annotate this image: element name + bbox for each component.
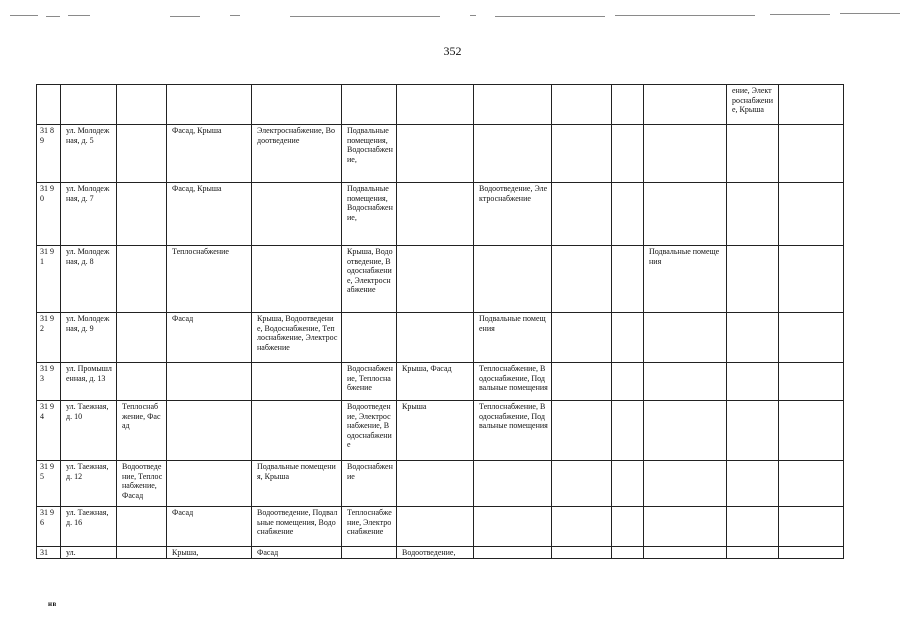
table-cell <box>552 401 612 461</box>
table-cell: Теплоснабжение, Фасад <box>117 401 167 461</box>
table-cell <box>397 125 474 183</box>
table-cell <box>474 547 552 559</box>
table-cell <box>779 85 844 125</box>
table-cell <box>474 461 552 507</box>
table-cell <box>552 246 612 313</box>
table-cell: Теплоснабжение, Электроснабжение <box>342 507 397 547</box>
table-cell <box>727 507 779 547</box>
table-row <box>37 507 844 547</box>
table-cell <box>252 363 342 401</box>
table-row <box>37 313 844 363</box>
address-cell: ул. <box>61 547 117 559</box>
table-cell <box>727 547 779 559</box>
table-cell <box>252 85 342 125</box>
table-cell: Водоотведение, Электроснабжение, Водоснабжение <box>342 401 397 461</box>
table-cell <box>612 125 644 183</box>
table-cell <box>644 85 727 125</box>
table-cell: Водоснабжение, Теплоснабжение <box>342 363 397 401</box>
table-cell <box>117 547 167 559</box>
table-cell <box>644 313 727 363</box>
table-cell <box>552 363 612 401</box>
table-cell <box>117 507 167 547</box>
table-cell <box>397 461 474 507</box>
page-number: 352 <box>443 44 462 58</box>
table-cell <box>397 507 474 547</box>
table-cell: ение, Электроснабжение, Крыша <box>727 85 779 125</box>
table-cell <box>474 246 552 313</box>
table-cell <box>474 85 552 125</box>
table-cell <box>644 183 727 246</box>
table-cell <box>727 183 779 246</box>
table-cell <box>167 85 252 125</box>
table-cell <box>117 85 167 125</box>
table-cell <box>552 125 612 183</box>
table-cell <box>474 507 552 547</box>
row-number-cell: 31 <box>37 547 61 559</box>
table-cell <box>552 507 612 547</box>
table-cell <box>552 547 612 559</box>
table-cell: Фасад <box>252 547 342 559</box>
table-cell <box>727 313 779 363</box>
table-cell: Крыша, Фасад <box>397 363 474 401</box>
table-cell <box>779 246 844 313</box>
table-cell <box>117 313 167 363</box>
table-cell: Крыша, <box>167 547 252 559</box>
table-cell <box>727 125 779 183</box>
table-cell <box>612 85 644 125</box>
table-cell: Фасад, Крыша <box>167 125 252 183</box>
table-cell <box>644 363 727 401</box>
row-number-cell: 31 92 <box>37 313 61 363</box>
table-cell <box>252 401 342 461</box>
table-cell <box>644 401 727 461</box>
table-cell: Подвальные помещения, Водоснабжение, <box>342 183 397 246</box>
table-cell <box>117 363 167 401</box>
table-cell: Подвальные помещения <box>474 313 552 363</box>
table-cell <box>644 125 727 183</box>
row-number-cell: 31 96 <box>37 507 61 547</box>
table-cell: Водоотведение, Теплоснабжение, Фасад <box>117 461 167 507</box>
table-cell: Фасад <box>167 313 252 363</box>
table-cell: Фасад <box>167 507 252 547</box>
table-cell <box>727 461 779 507</box>
table-cell: Электроснабжение, Водоотведение <box>252 125 342 183</box>
table-cell <box>252 246 342 313</box>
table-cell <box>342 313 397 363</box>
table-cell: Крыша, Водоотведение, Водоснабжение, Электроснабжение <box>342 246 397 313</box>
table-cell <box>779 547 844 559</box>
table-cell <box>727 246 779 313</box>
table-cell <box>397 85 474 125</box>
address-cell: ул. Таежная, д. 12 <box>61 461 117 507</box>
table-cell <box>779 461 844 507</box>
document-table <box>36 84 844 559</box>
table-cell <box>397 183 474 246</box>
table-row <box>37 401 844 461</box>
table-cell <box>612 401 644 461</box>
table-cell <box>779 125 844 183</box>
address-cell <box>61 85 117 125</box>
table-cell <box>779 313 844 363</box>
table-cell: Теплоснабжение, Водоснабжение, Подвальные помещения <box>474 401 552 461</box>
table-cell: Теплоснабжение <box>167 246 252 313</box>
table-cell <box>117 183 167 246</box>
table-row <box>37 246 844 313</box>
table-cell <box>167 461 252 507</box>
address-cell: ул. Молодежная, д. 9 <box>61 313 117 363</box>
row-number-cell: 31 89 <box>37 125 61 183</box>
table-cell <box>644 547 727 559</box>
table-cell <box>727 401 779 461</box>
table-cell <box>644 461 727 507</box>
table-cell: Водоотведение, <box>397 547 474 559</box>
table-cell: Водоотведение, Подвальные помещения, Водоснабжение <box>252 507 342 547</box>
table-cell <box>727 363 779 401</box>
table-cell <box>397 313 474 363</box>
table-cell <box>552 183 612 246</box>
table-cell <box>612 183 644 246</box>
table-cell <box>612 461 644 507</box>
table-row <box>37 85 844 125</box>
table-cell <box>552 461 612 507</box>
table-cell <box>167 401 252 461</box>
scan-noise-strip <box>0 8 905 24</box>
table-cell <box>552 85 612 125</box>
table-row <box>37 547 844 559</box>
table-cell <box>644 507 727 547</box>
table-cell <box>167 363 252 401</box>
table-cell: Водоотведение, Электроснабжение <box>474 183 552 246</box>
address-cell: ул. Таежная, д. 10 <box>61 401 117 461</box>
row-number-cell: 31 95 <box>37 461 61 507</box>
table-cell <box>117 125 167 183</box>
table-cell: Крыша, Водоотведение, Водоснабжение, Теплоснабжение, Электроснабжение <box>252 313 342 363</box>
table-row <box>37 183 844 246</box>
footer-mark: нв <box>48 600 57 608</box>
row-number-cell: 31 91 <box>37 246 61 313</box>
table-cell <box>779 183 844 246</box>
table-cell <box>779 401 844 461</box>
table-cell <box>612 363 644 401</box>
table-body <box>37 85 844 559</box>
table-cell <box>117 246 167 313</box>
row-number-cell: 31 94 <box>37 401 61 461</box>
table-cell: Подвальные помещения, Крыша <box>252 461 342 507</box>
table-cell <box>612 246 644 313</box>
table-row <box>37 125 844 183</box>
table-cell <box>397 246 474 313</box>
table-cell <box>474 125 552 183</box>
table-cell <box>779 507 844 547</box>
table-cell <box>612 547 644 559</box>
table-cell: Крыша <box>397 401 474 461</box>
row-number-cell: 31 90 <box>37 183 61 246</box>
address-cell: ул. Молодежная, д. 5 <box>61 125 117 183</box>
table-cell: Фасад, Крыша <box>167 183 252 246</box>
address-cell: ул. Промышленная, д. 13 <box>61 363 117 401</box>
row-number-cell <box>37 85 61 125</box>
table-cell <box>342 547 397 559</box>
table-cell: Подвальные помещения <box>644 246 727 313</box>
table-row <box>37 363 844 401</box>
table-cell: Водоснабжение <box>342 461 397 507</box>
table-cell <box>552 313 612 363</box>
address-cell: ул. Молодежная, д. 8 <box>61 246 117 313</box>
address-cell: ул. Таежная, д. 16 <box>61 507 117 547</box>
table-cell: Теплоснабжение, Водоснабжение, Подвальные помещения <box>474 363 552 401</box>
table-cell: Подвальные помещения, Водоснабжение, <box>342 125 397 183</box>
table-cell <box>612 313 644 363</box>
row-number-cell: 31 93 <box>37 363 61 401</box>
address-cell: ул. Молодежная, д. 7 <box>61 183 117 246</box>
table-cell <box>342 85 397 125</box>
table-cell <box>612 507 644 547</box>
table-cell <box>252 183 342 246</box>
table-cell <box>779 363 844 401</box>
table-row <box>37 461 844 507</box>
